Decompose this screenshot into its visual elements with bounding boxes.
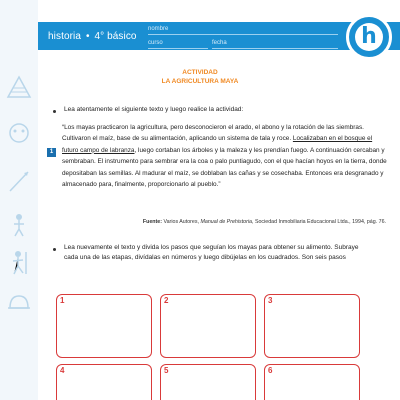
reading-part-2: , luego cortaban los árboles y la maleza y les prendían fuego. A continuación cercaban y sembraban. El instrumento para sembrar era la coa o palo puntiagudo, con el que hacían hoyos en la tierra, donde depositaban las semillas. Al madurar el maíz, se doblaban las cañas y se cosechaba. Entonces era desgranado y almacenado para, finalmente, proporcionarlo al pueblo.” — [62, 146, 387, 189]
step-box-6[interactable] — [264, 364, 360, 400]
step-box-4[interactable] — [56, 364, 152, 400]
mask-icon — [4, 120, 34, 146]
instruction-2: Lea nuevamente el texto y divida los pasos que seguían los mayas para obtener su alimento. Subraye cada una de las etapas, divídalas en números y luego dibújelas en los cuadrados. Son seis pasos — [64, 244, 359, 261]
step-number: 4 — [60, 366, 65, 375]
instruction-1: Lea atentamente el siguiente texto y luego realice la actividad: — [64, 106, 244, 113]
date-field-line[interactable] — [212, 48, 338, 49]
date-field-label: fecha — [212, 40, 227, 46]
step-box-5[interactable] — [160, 364, 256, 400]
step-number: 6 — [268, 366, 273, 375]
source-prefix: Fuente: — [142, 219, 164, 225]
logo-letter: h — [355, 23, 383, 51]
cave-figure-icon — [4, 212, 34, 238]
spear-icon — [4, 168, 34, 194]
subject-title — [48, 31, 137, 42]
source-authors: Varios Autores, — [163, 219, 201, 225]
source-citation — [143, 219, 386, 225]
activity-title: LA AGRICULTURA MAYA — [161, 78, 239, 85]
logo — [346, 14, 392, 60]
helmet-icon — [4, 290, 34, 316]
reading-underlined: Localizaban en el bosque el futuro campo de labranza — [62, 135, 373, 154]
reading-text — [62, 122, 387, 190]
step-number: 5 — [164, 366, 169, 375]
step-number: 3 — [268, 296, 273, 305]
course-field-label: curso — [148, 40, 163, 46]
walking-figure-icon — [4, 250, 34, 276]
subject-separator: • — [85, 31, 90, 42]
name-field-label: nombre — [148, 26, 169, 32]
step-box-3[interactable] — [264, 294, 360, 358]
grade-label: 4° básico — [94, 31, 137, 42]
bullet — [53, 248, 56, 251]
paragraph-marker: 1 — [47, 148, 56, 157]
step-box-1[interactable] — [56, 294, 152, 358]
activity-label: ACTIVIDAD — [182, 69, 218, 76]
reading-part-1: “Los mayas practicaron la agricultura, pero desconocieron el arado, el abono y la rotación de las siembras. Cultivaron el maíz, base de su alimentación, aplicando un sistema de tala y roce. — [62, 124, 364, 143]
step-number: 2 — [164, 296, 169, 305]
sidebar — [0, 0, 38, 400]
bullet — [53, 110, 56, 113]
name-field-line[interactable] — [148, 34, 338, 35]
course-field-line[interactable] — [148, 48, 208, 49]
step-box-2[interactable] — [160, 294, 256, 358]
step-number: 1 — [60, 296, 65, 305]
subject-name: historia — [48, 31, 82, 42]
source-rest: , Sociedad Inmobiliaria Educacional Ltda., 1994, pág. 76. — [252, 219, 386, 225]
source-book: Manual de Prehistoria — [200, 219, 252, 225]
